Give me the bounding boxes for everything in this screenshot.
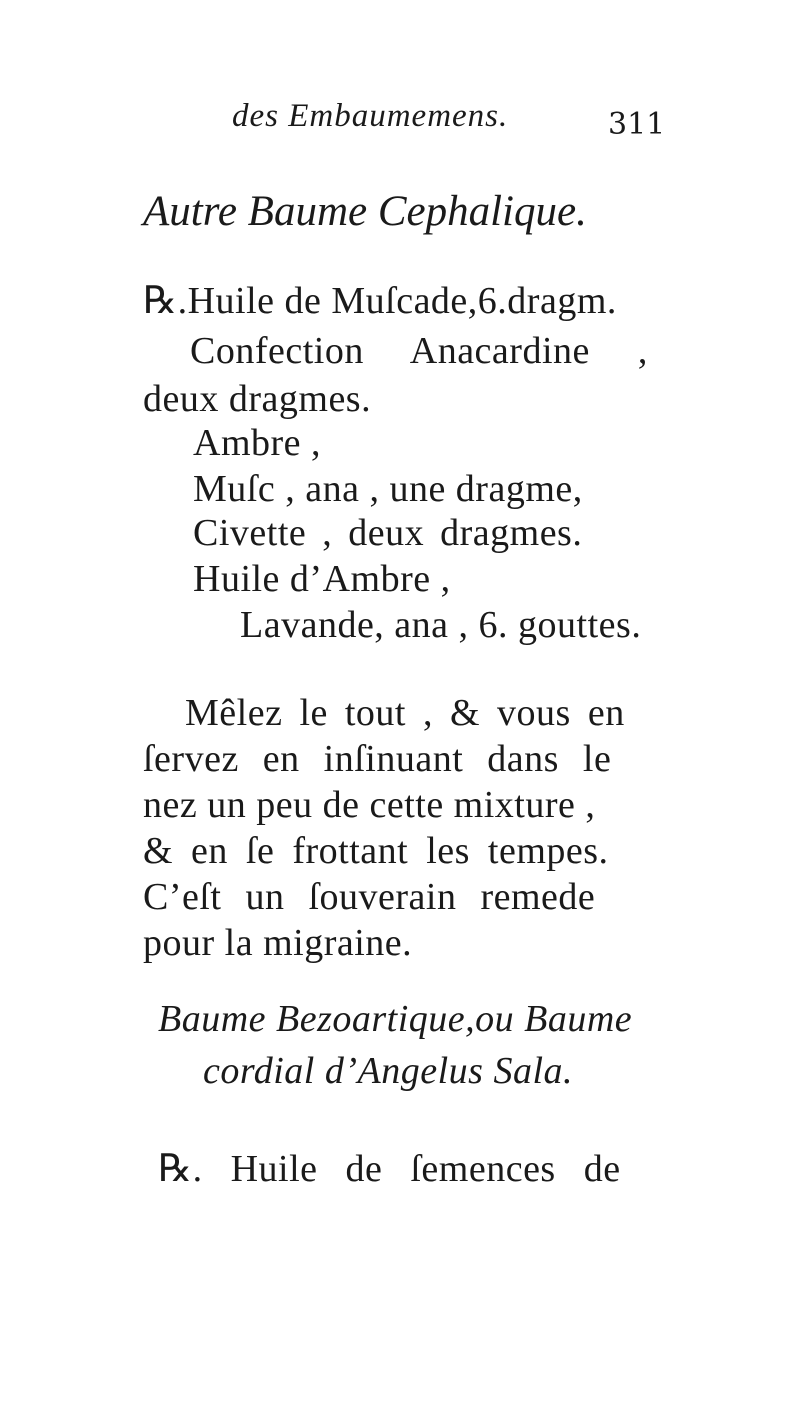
recipe-line: ℞.Huile de Muſcade,6.dragm.: [143, 280, 617, 322]
recipe-line: Huile d’Ambre ,: [193, 558, 451, 600]
paragraph-line: & en ſe frottant les tempes.: [143, 830, 609, 872]
section-title: Baume Bezoartique,ou Baume: [158, 998, 633, 1040]
running-title: des Embaumemens.: [232, 98, 509, 134]
recipe-line: Ambre ,: [193, 422, 322, 464]
paragraph-line: ſervez en inſinuant dans le: [143, 738, 612, 780]
section-title: cordial d’Angelus Sala.: [203, 1050, 573, 1092]
recipe-line: Muſc , ana , une dragme,: [193, 468, 583, 510]
section-title: [143, 190, 665, 233]
section-title-text: Autre Baume Cephalique.: [143, 188, 587, 235]
recipe-line: Lavande, ana , 6. gouttes.: [240, 604, 642, 646]
recipe-line: Civette , deux dragmes.: [193, 512, 583, 554]
recipe-line: Confection Anacardine ,: [190, 330, 648, 372]
page-number: 311: [608, 107, 666, 142]
paragraph-line: C’eſt un ſouverain remede: [143, 876, 596, 918]
paragraph-line: nez un peu de cette mixture ,: [143, 784, 596, 826]
recipe-line: ℞. Huile de ſemences de: [158, 1148, 621, 1190]
recipe-line: deux dragmes.: [143, 378, 372, 420]
paragraph-line: Mêlez le tout , & vous en: [185, 692, 625, 734]
paragraph-line: pour la migraine.: [143, 922, 413, 964]
